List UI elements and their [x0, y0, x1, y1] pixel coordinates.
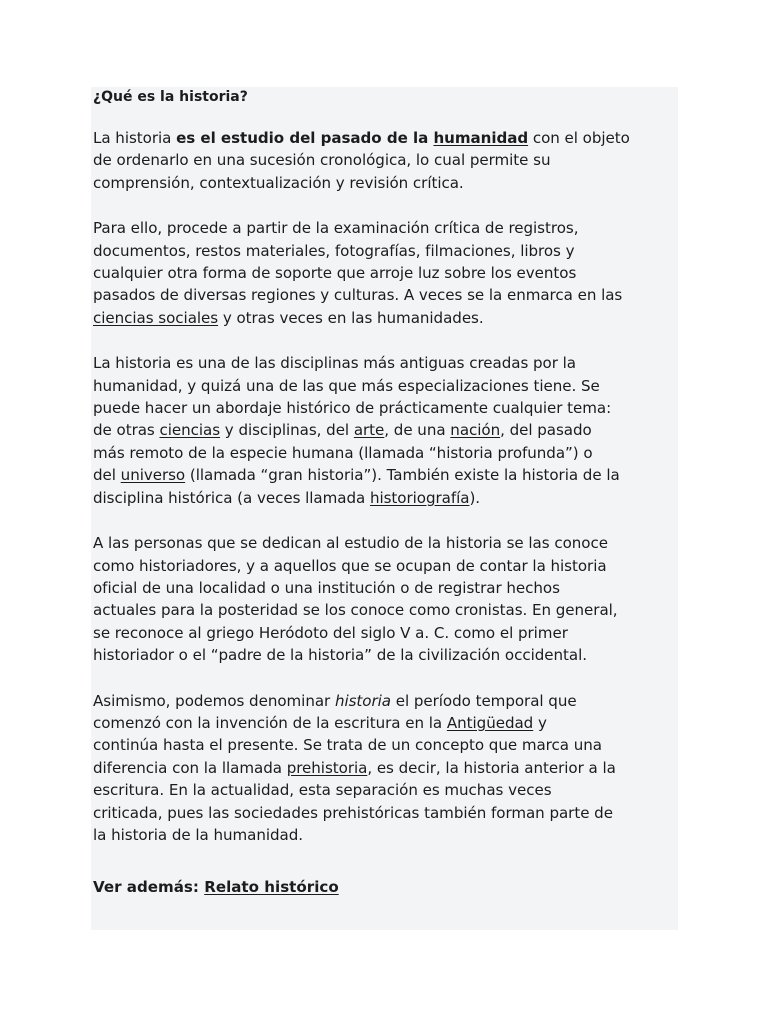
antiguedad-link[interactable]: Antigüedad	[446, 713, 534, 732]
paragraph-3	[93, 352, 677, 509]
text: , del pasado	[500, 421, 592, 440]
text: Asimismo, podemos denominar	[93, 691, 335, 710]
text-line: criticada, pues las sociedades prehistóricas también forman parte de	[93, 803, 613, 822]
text-line: documentos, restos materiales, fotografías, filmaciones, libros y	[93, 241, 575, 260]
text-line	[93, 757, 677, 779]
humanidad-link[interactable]: humanidad	[433, 129, 529, 147]
historiografia-link[interactable]: historiografía	[369, 488, 470, 507]
text-line	[93, 307, 677, 329]
text-line	[93, 690, 677, 712]
text-line	[93, 419, 677, 441]
text-line: actuales para la posteridad se los conoce como cronistas. En general,	[93, 601, 618, 620]
text-line: oficial de una localidad o una institución o de registrar hechos	[93, 578, 560, 597]
text-line: humanidad, y quizá una de las que más especializaciones tiene. Se	[93, 376, 600, 395]
text: (llamada “gran historia”). También existe la historia de la	[185, 466, 620, 485]
article-panel	[91, 87, 678, 930]
text: el período temporal que	[390, 691, 577, 710]
text: ).	[469, 488, 481, 507]
universo-link[interactable]: universo	[120, 466, 186, 485]
ciencias-sociales-link[interactable]: ciencias sociales	[93, 308, 219, 327]
text: , es decir, la historia anterior a la	[367, 758, 616, 777]
text: comenzó con la invención de la escritura en la	[93, 713, 447, 732]
paragraph-1	[93, 127, 677, 194]
text-line: pasados de diversas regiones y culturas. A veces se la enmarca en las	[93, 286, 623, 305]
text-line: escritura. En la actualidad, esta separación es muchas veces	[93, 781, 552, 800]
text-line	[93, 127, 677, 149]
text: del	[93, 466, 121, 485]
text-line: puede hacer un abordaje histórico de prácticamente cualquier tema:	[93, 399, 612, 418]
arte-link[interactable]: arte	[353, 421, 385, 440]
text: , de una	[384, 421, 451, 440]
text-line: continúa hasta el presente. Se trata de un concepto que marca una	[93, 736, 602, 755]
text-line: se reconoce al griego Heródoto del siglo V a. C. como el primer	[93, 623, 568, 642]
article-body	[93, 127, 677, 869]
text-line: comprensión, contextualización y revisión crítica.	[93, 173, 464, 192]
relato-historico-link[interactable]: Relato histórico	[204, 878, 339, 896]
italic-text: historia	[334, 691, 391, 710]
nacion-link[interactable]: nación	[450, 421, 501, 440]
text-line	[93, 712, 677, 734]
text-line: A las personas que se dedican al estudio de la historia se las conoce	[93, 534, 608, 553]
text-line: cualquier otra forma de soporte que arroje luz sobre los eventos	[93, 264, 577, 283]
text-line: la historia de la humanidad.	[93, 825, 304, 844]
text: La historia	[93, 129, 177, 147]
prehistoria-link[interactable]: prehistoria	[286, 758, 368, 777]
paragraph-2	[93, 217, 677, 329]
text-line: Para ello, procede a partir de la examinación crítica de registros,	[93, 219, 579, 238]
text: de otras	[93, 421, 160, 440]
text: y	[533, 713, 547, 732]
bold-text: es el estudio del pasado de la	[176, 129, 434, 147]
paragraph-5	[93, 690, 677, 847]
text: y otras veces en las humanidades.	[218, 308, 484, 327]
text-line	[93, 464, 677, 486]
text: y disciplinas, del	[220, 421, 354, 440]
text-line: como historiadores, y a aquellos que se ocupan de contar la historia	[93, 556, 607, 575]
text-line: historiador o el “padre de la historia” de la civilización occidental.	[93, 646, 587, 665]
text-line: de ordenarlo en una sucesión cronológica, lo cual permite su	[93, 151, 551, 170]
paragraph-4	[93, 532, 677, 666]
ciencias-link[interactable]: ciencias	[159, 421, 221, 440]
see-also-label: Ver además:	[93, 878, 205, 896]
text-line: La historia es una de las disciplinas más antiguas creadas por la	[93, 354, 576, 373]
article-title: ¿Qué es la historia?	[93, 89, 248, 105]
text-line	[93, 487, 677, 509]
text: con el objeto	[528, 129, 630, 147]
text: diferencia con la llamada	[93, 758, 287, 777]
text-line: más remoto de la especie humana (llamada “historia profunda”) o	[93, 443, 593, 462]
see-also	[93, 876, 339, 898]
text: disciplina histórica (a veces llamada	[93, 488, 370, 507]
